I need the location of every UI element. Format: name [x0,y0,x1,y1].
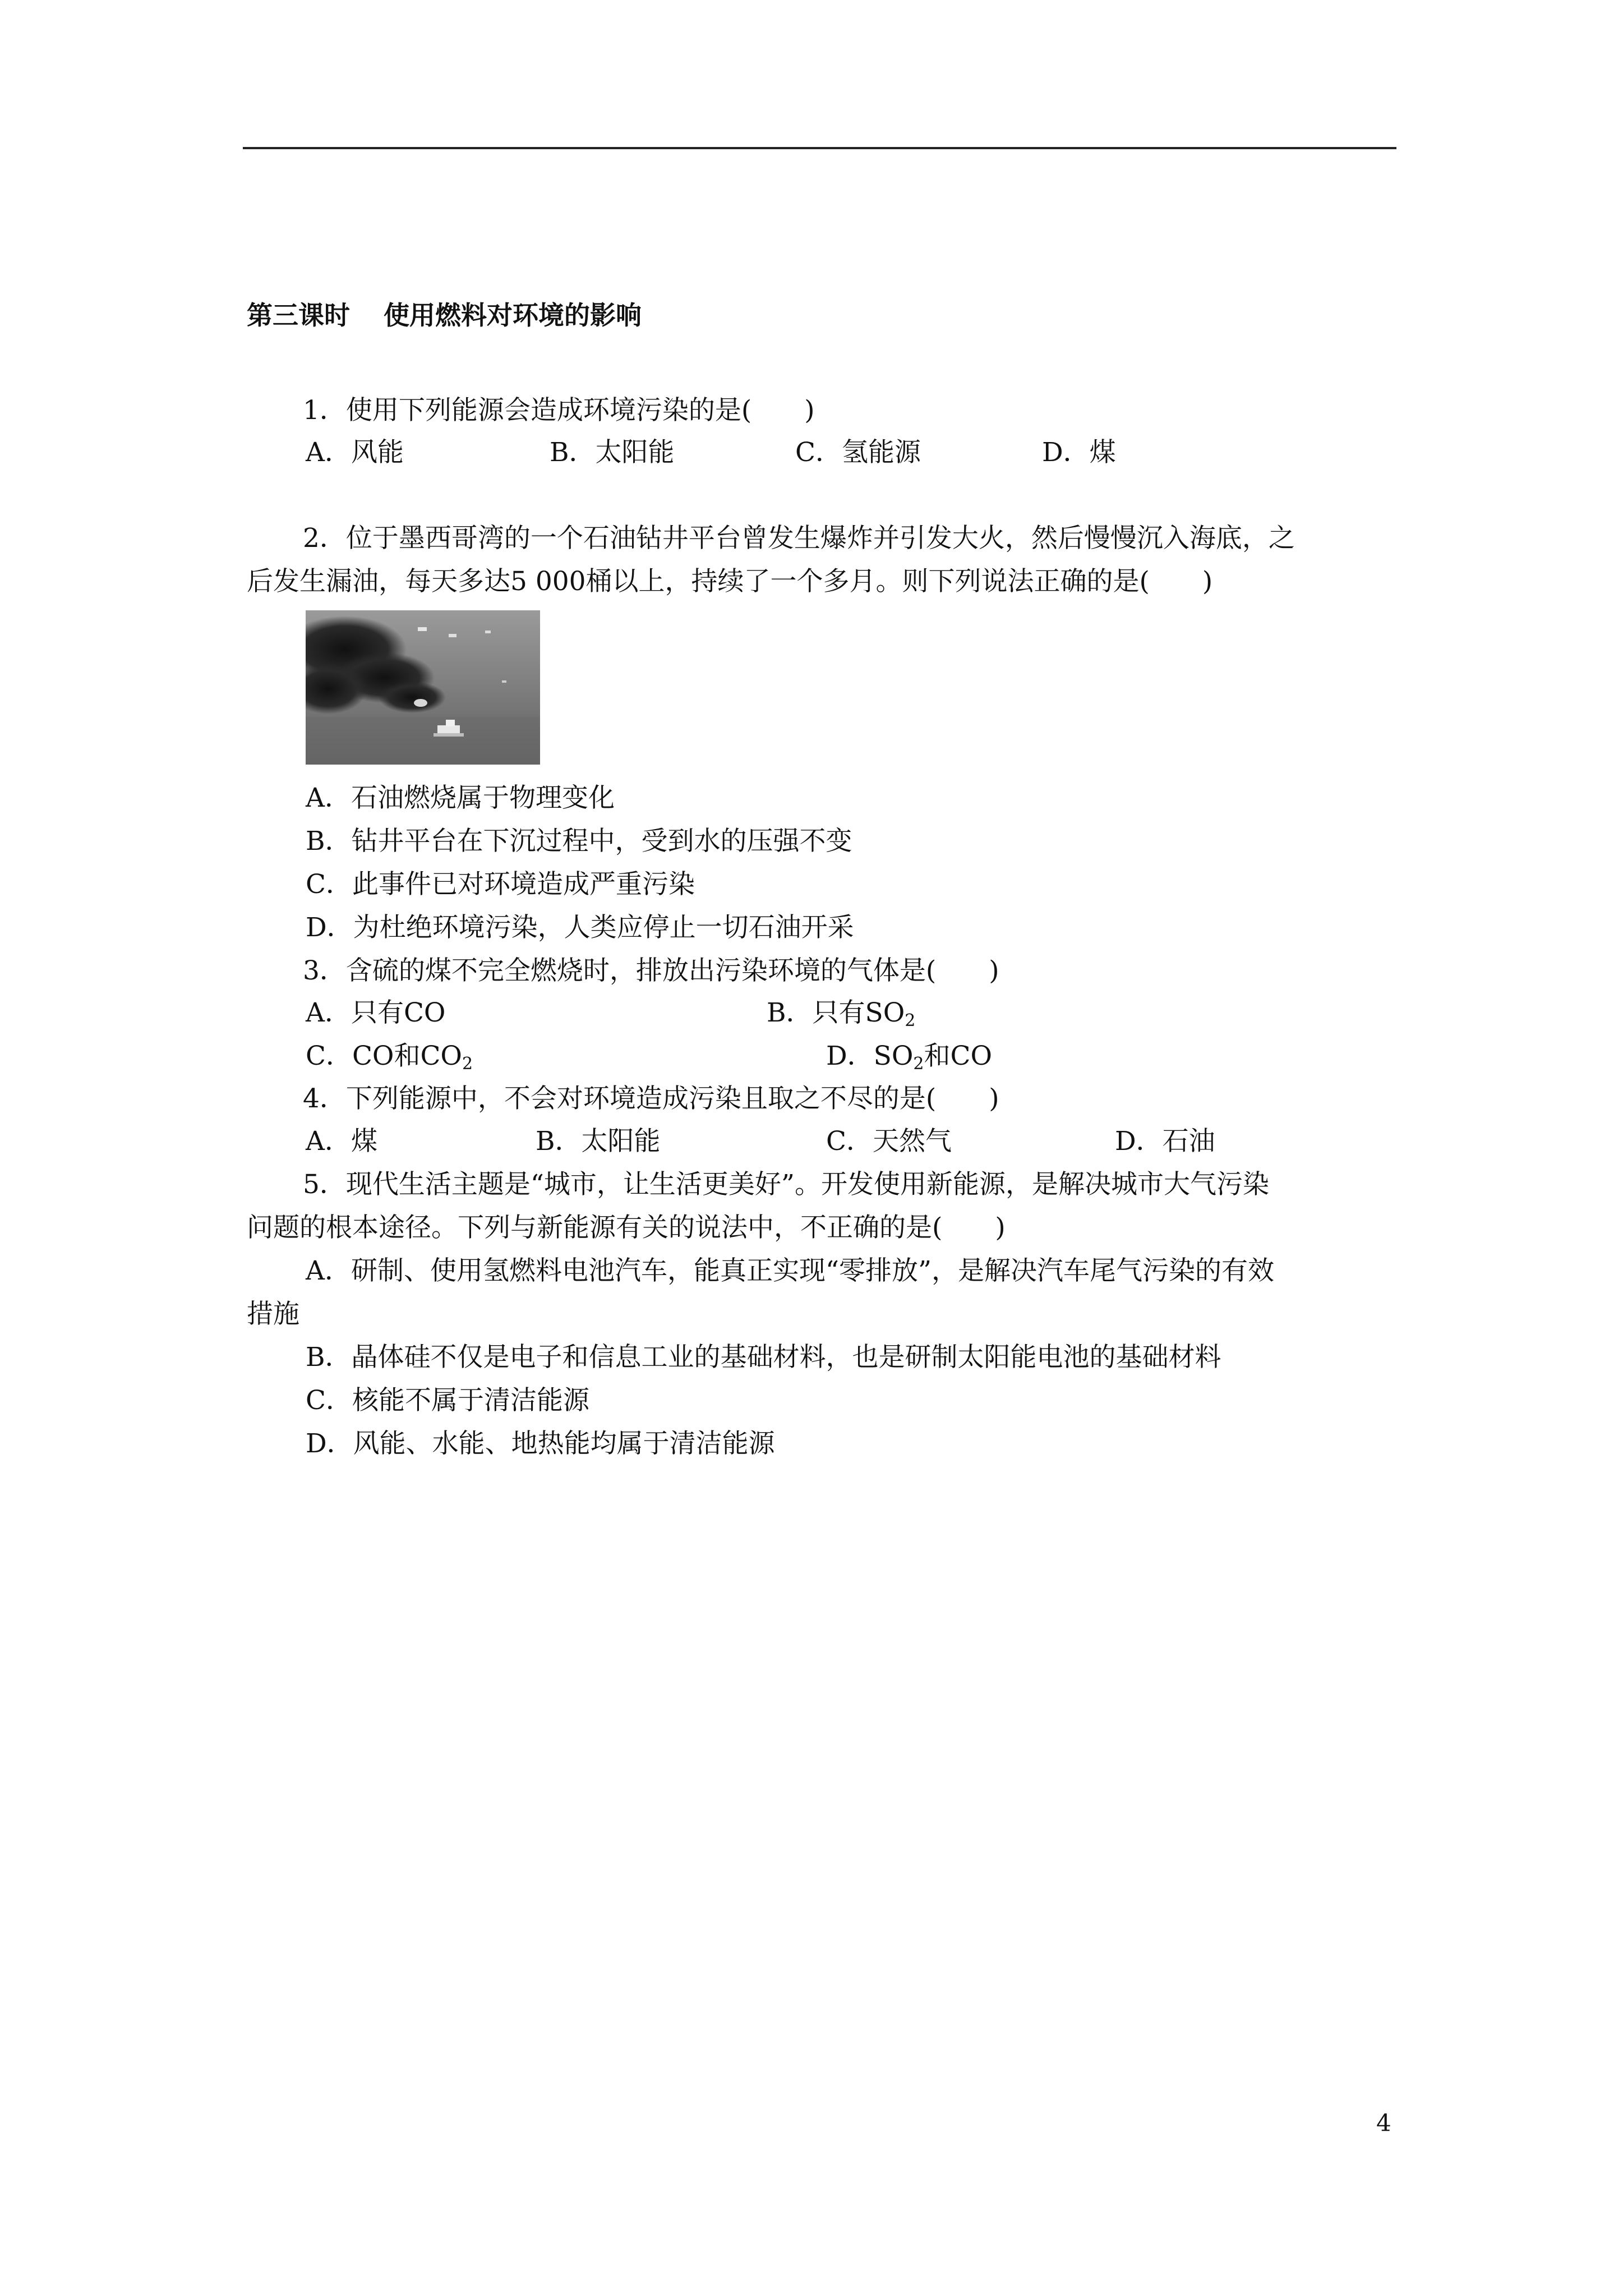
q5-option-d: D．风能、水能、地热能均属于清洁能源 [306,1428,775,1459]
q3-option-b: B．只有$SO_2$ [767,997,916,1030]
page-number: 4 [1376,2109,1391,2137]
q5-stem-line2: 问题的根本途径。下列与新能源有关的说法中，不正确的是( ) [247,1212,1006,1243]
q2-stem-line2: 后发生漏油，每天多达5 000桶以上，持续了一个多月。则下列说法正确的是( ) [247,566,1213,597]
q1-stem: 1．使用下列能源会造成环境污染的是( ) [303,395,815,426]
q4-stem: 4．下列能源中，不会对环境造成污染且取之不尽的是( ) [303,1083,999,1114]
q5-option-a-line1: A．研制、使用氢燃料电池汽车，能真正实现“零排放”，是解决汽车尾气污染的有效 [306,1255,1274,1286]
section-title [247,298,642,332]
title-topic: 使用燃料对环境的影响 [384,300,642,330]
q3-option-d: D．$SO_2$和CO [826,1041,993,1074]
q5-option-c: C．核能不属于清洁能源 [306,1385,589,1416]
q2-option-a: A．石油燃烧属于物理变化 [306,783,615,813]
q2-option-d: D．为杜绝环境污染，人类应停止一切石油开采 [306,912,854,943]
q3-option-a: A．只有CO [306,997,446,1028]
q4-option-d: D．石油 [1115,1126,1215,1157]
q2-option-c: C．此事件已对环境造成严重污染 [306,869,695,900]
oil-rig-fire-photo [306,610,540,765]
q2-stem-line1: 2．位于墨西哥湾的一个石油钻井平台曾发生爆炸并引发大火，然后慢慢沉入海底，之 [303,523,1295,554]
title-lesson: 第三课时 [247,300,350,330]
q5-option-b: B．晶体硅不仅是电子和信息工业的基础材料，也是研制太阳能电池的基础材料 [306,1342,1221,1373]
q1-option-c: C．氢能源 [795,437,921,468]
q3-stem: 3．含硫的煤不完全燃烧时，排放出污染环境的气体是( ) [303,955,999,986]
q4-option-a: A．煤 [306,1126,377,1157]
q3-option-c: C．CO和$CO_2$ [306,1041,473,1074]
q5-stem-line1: 5．现代生活主题是“城市，让生活更美好”。开发使用新能源，是解决城市大气污染 [303,1169,1269,1200]
q1-option-b: B．太阳能 [550,437,675,468]
q5-option-a-line2: 措施 [247,1299,299,1329]
header-rule [243,147,1396,149]
q1-option-a: A．风能 [306,437,404,468]
q4-option-c: C．天然气 [826,1126,952,1157]
q1-option-d: D．煤 [1042,437,1116,468]
q4-option-b: B．太阳能 [536,1126,661,1157]
q2-option-b: B．钻井平台在下沉过程中，受到水的压强不变 [306,826,852,857]
